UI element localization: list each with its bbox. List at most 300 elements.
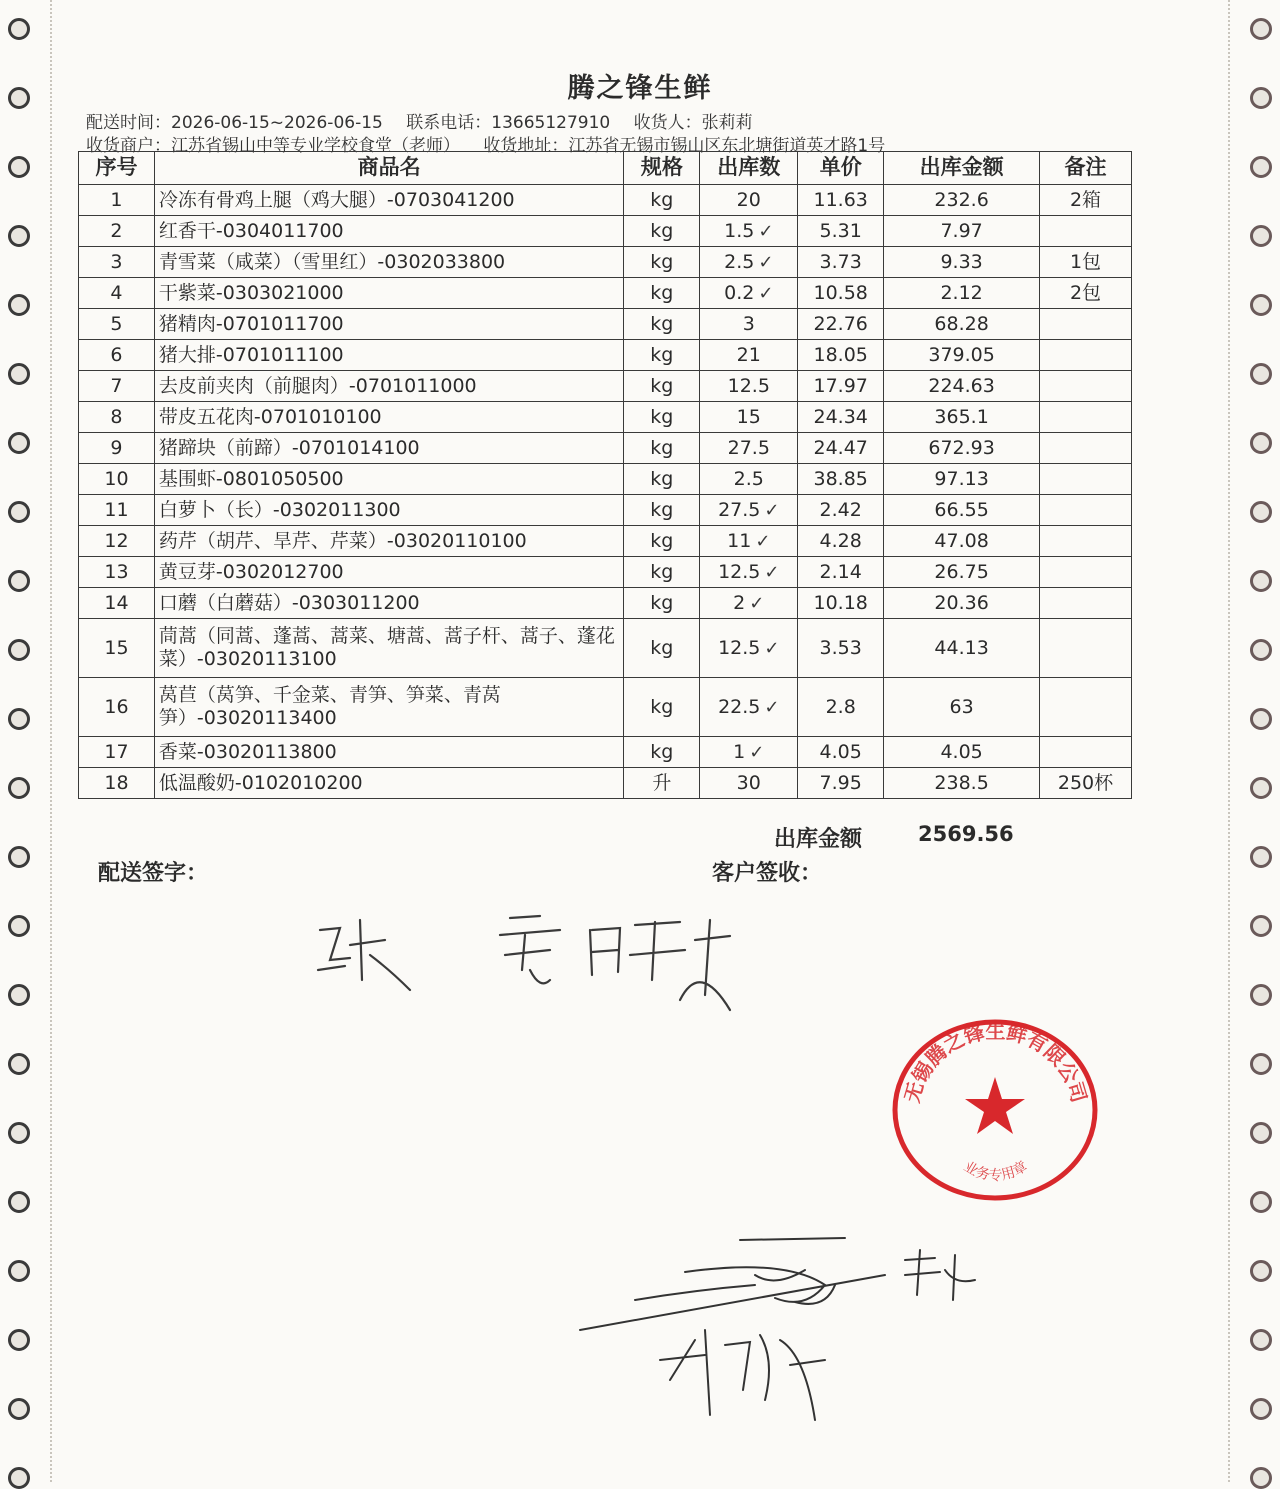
table-row xyxy=(79,402,1132,433)
col-header-name: 商品名 xyxy=(154,152,623,185)
perforation-left xyxy=(50,0,52,1482)
cell-amount xyxy=(884,216,1040,247)
cell-qty-text: 27.5 xyxy=(718,498,761,521)
cell-note xyxy=(1040,737,1132,768)
cell-price xyxy=(798,402,884,433)
cell-name xyxy=(154,678,623,737)
contact-phone: 联系电话：13665127910 xyxy=(406,113,611,133)
cell-price-text: 3.73 xyxy=(819,250,862,273)
tractor-hole xyxy=(8,1398,30,1420)
cell-no xyxy=(79,464,155,495)
cell-no-text: 11 xyxy=(104,498,129,521)
tractor-hole xyxy=(1250,18,1272,40)
cell-unit-text: kg xyxy=(650,591,674,614)
cell-no-text: 5 xyxy=(110,312,123,335)
cell-price-text: 7.95 xyxy=(819,771,862,794)
cell-unit xyxy=(624,495,700,526)
cell-amount xyxy=(884,402,1040,433)
cell-amount-text: 379.05 xyxy=(928,343,995,366)
cell-unit-text: kg xyxy=(650,250,674,273)
col-header-qty: 出库数 xyxy=(700,152,798,185)
tractor-hole xyxy=(8,915,30,937)
cell-note-text: 1包 xyxy=(1069,250,1102,273)
cell-price-text: 17.97 xyxy=(813,374,868,397)
cell-amount xyxy=(884,619,1040,678)
cell-qty-text: 2 xyxy=(733,591,746,614)
cell-price xyxy=(798,464,884,495)
cell-qty xyxy=(700,588,798,619)
cell-amount xyxy=(884,278,1040,309)
cell-name-text: 药芹（胡芹、旱芹、芹菜）-03020110100 xyxy=(158,529,527,552)
tractor-hole xyxy=(8,1329,30,1351)
tractor-hole xyxy=(8,432,30,454)
cell-name-text: 黄豆芽-0302012700 xyxy=(158,560,344,583)
cell-unit xyxy=(624,402,700,433)
table-row xyxy=(79,371,1132,402)
cell-name xyxy=(154,619,623,678)
cell-unit-text: kg xyxy=(650,529,674,552)
cell-unit-text: kg xyxy=(650,188,674,211)
cell-name-text: 香菜-03020113800 xyxy=(158,740,337,763)
cell-qty-text: 3 xyxy=(742,312,755,335)
cell-amount-text: 66.55 xyxy=(934,498,989,521)
cell-no xyxy=(79,768,155,799)
cell-unit-text: 升 xyxy=(652,771,672,794)
check-mark-icon: ✓ xyxy=(749,741,765,763)
cell-name xyxy=(154,309,623,340)
cell-unit-text: kg xyxy=(650,374,674,397)
cell-price xyxy=(798,185,884,216)
cell-name-text: 去皮前夹肉（前腿肉）-0701011000 xyxy=(158,374,477,397)
cell-price xyxy=(798,619,884,678)
check-mark-icon: ✓ xyxy=(764,637,780,659)
tractor-hole xyxy=(1250,432,1272,454)
cell-qty xyxy=(700,495,798,526)
cell-name-text: 茼蒿（同蒿、蓬蒿、蒿菜、塘蒿、蒿子杆、蒿子、蓬花菜）-03020113100 xyxy=(158,625,615,670)
total-value: 2569.56 xyxy=(918,822,1014,846)
cell-name-text: 干紫菜-0303021000 xyxy=(158,281,344,304)
cell-amount xyxy=(884,309,1040,340)
cell-note xyxy=(1040,371,1132,402)
table-row xyxy=(79,247,1132,278)
tractor-hole xyxy=(1250,501,1272,523)
tractor-hole xyxy=(1250,1329,1272,1351)
tractor-hole xyxy=(1250,1053,1272,1075)
table-row xyxy=(79,557,1132,588)
tractor-hole xyxy=(1250,915,1272,937)
tractor-hole xyxy=(8,1260,30,1282)
cell-name-text: 口蘑（白蘑菇）-0303011200 xyxy=(158,591,420,614)
cell-no xyxy=(79,278,155,309)
col-header-no: 序号 xyxy=(79,152,155,185)
cell-name-text: 红香干-0304011700 xyxy=(158,219,344,242)
cell-amount xyxy=(884,557,1040,588)
cell-price xyxy=(798,278,884,309)
cell-price-text: 11.63 xyxy=(813,188,868,211)
cell-no-text: 18 xyxy=(104,771,129,794)
cell-unit xyxy=(624,433,700,464)
cell-qty-text: 2.5 xyxy=(733,467,764,490)
delivery-signature xyxy=(300,900,740,1020)
cell-name xyxy=(154,495,623,526)
cell-price xyxy=(798,371,884,402)
cell-amount xyxy=(884,526,1040,557)
check-mark-icon: ✓ xyxy=(758,251,774,273)
cell-amount xyxy=(884,464,1040,495)
cell-qty xyxy=(700,557,798,588)
goods-table xyxy=(78,151,1132,799)
table-body xyxy=(79,185,1132,799)
cell-unit-text: kg xyxy=(650,312,674,335)
cell-qty xyxy=(700,433,798,464)
cell-price xyxy=(798,678,884,737)
cell-qty-text: 1 xyxy=(733,740,746,763)
company-seal xyxy=(888,1015,1103,1205)
tractor-hole xyxy=(1250,225,1272,247)
table-row xyxy=(79,526,1132,557)
tractor-hole xyxy=(8,294,30,316)
delivery-address: 收货地址：江苏省无锡市锡山区东北塘街道英才路1号 xyxy=(483,136,886,156)
cell-no-text: 13 xyxy=(104,560,129,583)
cell-qty xyxy=(700,619,798,678)
cell-no xyxy=(79,737,155,768)
cell-unit xyxy=(624,464,700,495)
cell-price xyxy=(798,768,884,799)
cell-note xyxy=(1040,402,1132,433)
cell-name-text: 莴苣（莴笋、千金菜、青笋、笋菜、青莴笋）-03020113400 xyxy=(158,684,501,729)
document-title: 腾之锋生鲜 xyxy=(567,73,713,104)
cell-price-text: 5.31 xyxy=(819,219,862,242)
cell-no xyxy=(79,557,155,588)
cell-name xyxy=(154,768,623,799)
cell-qty xyxy=(700,678,798,737)
customer-sign-label: 客户签收： xyxy=(712,861,823,886)
tractor-hole xyxy=(1250,570,1272,592)
cell-unit-text: kg xyxy=(650,695,674,718)
cell-qty-text: 11 xyxy=(727,529,752,552)
table-row xyxy=(79,619,1132,678)
cell-unit xyxy=(624,309,700,340)
cell-qty-text: 22.5 xyxy=(718,695,761,718)
cell-unit-text: kg xyxy=(650,219,674,242)
cell-price xyxy=(798,340,884,371)
cell-qty xyxy=(700,185,798,216)
cell-note-text: 2包 xyxy=(1069,281,1102,304)
cell-qty-text: 27.5 xyxy=(727,436,770,459)
tractor-hole xyxy=(8,1467,30,1489)
cell-unit xyxy=(624,371,700,402)
cell-no xyxy=(79,526,155,557)
cell-price xyxy=(798,557,884,588)
cell-note xyxy=(1040,495,1132,526)
customer-signature xyxy=(575,1230,1005,1430)
cell-price xyxy=(798,247,884,278)
col-header-unit: 规格 xyxy=(624,152,700,185)
tractor-hole xyxy=(8,1191,30,1213)
cell-no xyxy=(79,371,155,402)
cell-amount-text: 20.36 xyxy=(934,591,989,614)
tractor-hole xyxy=(1250,777,1272,799)
cell-note xyxy=(1040,185,1132,216)
cell-no-text: 6 xyxy=(110,343,123,366)
cell-qty-text: 12.5 xyxy=(718,560,761,583)
tractor-hole xyxy=(1250,1191,1272,1213)
cell-unit-text: kg xyxy=(650,405,674,428)
tractor-hole xyxy=(8,363,30,385)
cell-no-text: 15 xyxy=(104,636,129,659)
cell-price-text: 2.14 xyxy=(819,560,862,583)
cell-amount xyxy=(884,247,1040,278)
tractor-hole xyxy=(1250,1260,1272,1282)
cell-price-text: 10.18 xyxy=(813,591,868,614)
tractor-strip-left xyxy=(0,0,44,1482)
cell-price-text: 22.76 xyxy=(813,312,868,335)
seal-subtext: 业务专用章 xyxy=(960,1158,1031,1184)
cell-name xyxy=(154,340,623,371)
table-row xyxy=(79,216,1132,247)
cell-amount-text: 97.13 xyxy=(934,467,989,490)
cell-name xyxy=(154,247,623,278)
cell-name xyxy=(154,588,623,619)
tractor-hole xyxy=(1250,294,1272,316)
cell-no-text: 12 xyxy=(104,529,129,552)
table-row xyxy=(79,495,1132,526)
cell-no xyxy=(79,495,155,526)
check-mark-icon: ✓ xyxy=(758,282,774,304)
cell-no-text: 7 xyxy=(110,374,123,397)
cell-name-text: 猪大排-0701011100 xyxy=(158,343,344,366)
cell-amount xyxy=(884,678,1040,737)
check-mark-icon: ✓ xyxy=(764,561,780,583)
cell-unit-text: kg xyxy=(650,636,674,659)
table-row xyxy=(79,678,1132,737)
cell-qty-text: 21 xyxy=(736,343,761,366)
check-mark-icon: ✓ xyxy=(749,592,765,614)
cell-no xyxy=(79,402,155,433)
check-mark-icon: ✓ xyxy=(755,530,771,552)
cell-qty xyxy=(700,371,798,402)
cell-unit xyxy=(624,768,700,799)
cell-price xyxy=(798,216,884,247)
cell-note-text: 2箱 xyxy=(1069,188,1102,211)
cell-unit-text: kg xyxy=(650,467,674,490)
cell-name xyxy=(154,371,623,402)
cell-qty-text: 30 xyxy=(736,771,761,794)
table-row xyxy=(79,309,1132,340)
cell-unit xyxy=(624,588,700,619)
cell-note-text: 250杯 xyxy=(1057,771,1114,794)
cell-unit xyxy=(624,619,700,678)
cell-qty xyxy=(700,464,798,495)
cell-no xyxy=(79,678,155,737)
check-mark-icon: ✓ xyxy=(764,696,780,718)
cell-qty-text: 15 xyxy=(736,405,761,428)
cell-no-text: 2 xyxy=(110,219,123,242)
tractor-hole xyxy=(8,777,30,799)
cell-note xyxy=(1040,526,1132,557)
cell-amount xyxy=(884,495,1040,526)
seal-star xyxy=(965,1077,1025,1134)
cell-price-text: 38.85 xyxy=(813,467,868,490)
cell-no xyxy=(79,340,155,371)
cell-no-text: 4 xyxy=(110,281,123,304)
cell-amount-text: 365.1 xyxy=(934,405,989,428)
cell-amount-text: 44.13 xyxy=(934,636,989,659)
cell-name xyxy=(154,185,623,216)
cell-price-text: 24.47 xyxy=(813,436,868,459)
cell-no xyxy=(79,588,155,619)
cell-qty xyxy=(700,768,798,799)
cell-qty-text: 12.5 xyxy=(727,374,770,397)
cell-amount-text: 7.97 xyxy=(940,219,983,242)
cell-unit xyxy=(624,737,700,768)
cell-unit-text: kg xyxy=(650,498,674,521)
cell-amount-text: 232.6 xyxy=(934,188,989,211)
cell-unit xyxy=(624,340,700,371)
tractor-hole xyxy=(8,846,30,868)
cell-note xyxy=(1040,216,1132,247)
cell-name-text: 带皮五花肉-0701010100 xyxy=(158,405,382,428)
cell-amount-text: 68.28 xyxy=(934,312,989,335)
cell-qty xyxy=(700,216,798,247)
col-header-price: 单价 xyxy=(798,152,884,185)
cell-amount xyxy=(884,340,1040,371)
delivery-sign-label: 配送签字： xyxy=(98,861,209,886)
cell-no-text: 1 xyxy=(110,188,123,211)
cell-name-text: 基围虾-0801050500 xyxy=(158,467,344,490)
cell-name xyxy=(154,278,623,309)
table-row xyxy=(79,185,1132,216)
cell-name-text: 低温酸奶-0102010200 xyxy=(158,771,363,794)
tractor-hole xyxy=(1250,363,1272,385)
cell-unit-text: kg xyxy=(650,281,674,304)
tractor-hole xyxy=(1250,984,1272,1006)
cell-price-text: 18.05 xyxy=(813,343,868,366)
cell-name-text: 青雪菜（咸菜）（雪里红）-0302033800 xyxy=(158,250,506,273)
table-row xyxy=(79,278,1132,309)
merchant-name: 收货商户：江苏省锡山中等专业学校食堂（老师） xyxy=(86,136,460,156)
cell-no xyxy=(79,619,155,678)
cell-no xyxy=(79,185,155,216)
cell-qty-text: 12.5 xyxy=(718,636,761,659)
receiver-name: 收货人：张莉莉 xyxy=(633,113,753,133)
cell-amount-text: 26.75 xyxy=(934,560,989,583)
cell-price-text: 4.28 xyxy=(819,529,862,552)
cell-qty xyxy=(700,737,798,768)
tractor-hole xyxy=(8,708,30,730)
cell-amount-text: 224.63 xyxy=(928,374,995,397)
cell-qty-text: 0.2 xyxy=(724,281,755,304)
table-row xyxy=(79,340,1132,371)
tractor-hole xyxy=(1250,708,1272,730)
table-header-row xyxy=(79,152,1132,185)
cell-price-text: 2.8 xyxy=(825,695,856,718)
cell-amount-text: 4.05 xyxy=(940,740,983,763)
cell-name xyxy=(154,737,623,768)
cell-unit-text: kg xyxy=(650,343,674,366)
cell-unit xyxy=(624,557,700,588)
cell-price xyxy=(798,495,884,526)
cell-note xyxy=(1040,588,1132,619)
cell-no xyxy=(79,309,155,340)
cell-unit-text: kg xyxy=(650,740,674,763)
cell-amount xyxy=(884,737,1040,768)
cell-no-text: 16 xyxy=(104,695,129,718)
cell-note xyxy=(1040,619,1132,678)
tractor-hole xyxy=(8,1053,30,1075)
seal-text: 无锡腾之锋生鲜有限公司 xyxy=(899,1019,1092,1106)
cell-note xyxy=(1040,309,1132,340)
cell-price-text: 10.58 xyxy=(813,281,868,304)
tractor-hole xyxy=(8,501,30,523)
cell-name xyxy=(154,526,623,557)
cell-note xyxy=(1040,340,1132,371)
cell-unit xyxy=(624,185,700,216)
cell-name-text: 猪蹄块（前蹄）-0701014100 xyxy=(158,436,420,459)
tractor-hole xyxy=(1250,1467,1272,1489)
cell-name xyxy=(154,433,623,464)
cell-no xyxy=(79,247,155,278)
cell-note xyxy=(1040,464,1132,495)
tractor-hole xyxy=(1250,639,1272,661)
cell-qty xyxy=(700,340,798,371)
tractor-hole xyxy=(1250,1398,1272,1420)
cell-no-text: 17 xyxy=(104,740,129,763)
cell-qty-text: 20 xyxy=(736,188,761,211)
cell-price-text: 4.05 xyxy=(819,740,862,763)
tractor-hole xyxy=(8,18,30,40)
tractor-hole xyxy=(1250,156,1272,178)
check-mark-icon: ✓ xyxy=(758,220,774,242)
cell-no-text: 8 xyxy=(110,405,123,428)
table-row xyxy=(79,433,1132,464)
cell-price-text: 24.34 xyxy=(813,405,868,428)
cell-unit xyxy=(624,278,700,309)
cell-name-text: 猪精肉-0701011700 xyxy=(158,312,344,335)
cell-no xyxy=(79,433,155,464)
tractor-hole xyxy=(8,156,30,178)
table-row xyxy=(79,768,1132,799)
cell-qty xyxy=(700,526,798,557)
table-row xyxy=(79,737,1132,768)
tractor-hole xyxy=(8,639,30,661)
delivery-time: 配送时间：2026-06-15~2026-06-15 xyxy=(86,113,383,133)
cell-amount xyxy=(884,588,1040,619)
cell-name xyxy=(154,402,623,433)
cell-price xyxy=(798,526,884,557)
cell-name xyxy=(154,557,623,588)
cell-no-text: 14 xyxy=(104,591,129,614)
cell-qty xyxy=(700,309,798,340)
tractor-hole xyxy=(8,984,30,1006)
cell-note xyxy=(1040,557,1132,588)
cell-qty-text: 1.5 xyxy=(724,219,755,242)
cell-name-text: 白萝卜（长）-0302011300 xyxy=(158,498,401,521)
cell-note xyxy=(1040,278,1132,309)
cell-no-text: 10 xyxy=(104,467,129,490)
cell-price xyxy=(798,737,884,768)
cell-name-text: 冷冻有骨鸡上腿（鸡大腿）-0703041200 xyxy=(158,188,515,211)
cell-unit xyxy=(624,247,700,278)
cell-amount-text: 9.33 xyxy=(940,250,983,273)
cell-price-text: 3.53 xyxy=(819,636,862,659)
cell-no-text: 9 xyxy=(110,436,123,459)
meta-line-1 xyxy=(86,108,771,133)
cell-unit xyxy=(624,526,700,557)
check-mark-icon: ✓ xyxy=(764,499,780,521)
cell-no-text: 3 xyxy=(110,250,123,273)
tractor-hole xyxy=(8,570,30,592)
